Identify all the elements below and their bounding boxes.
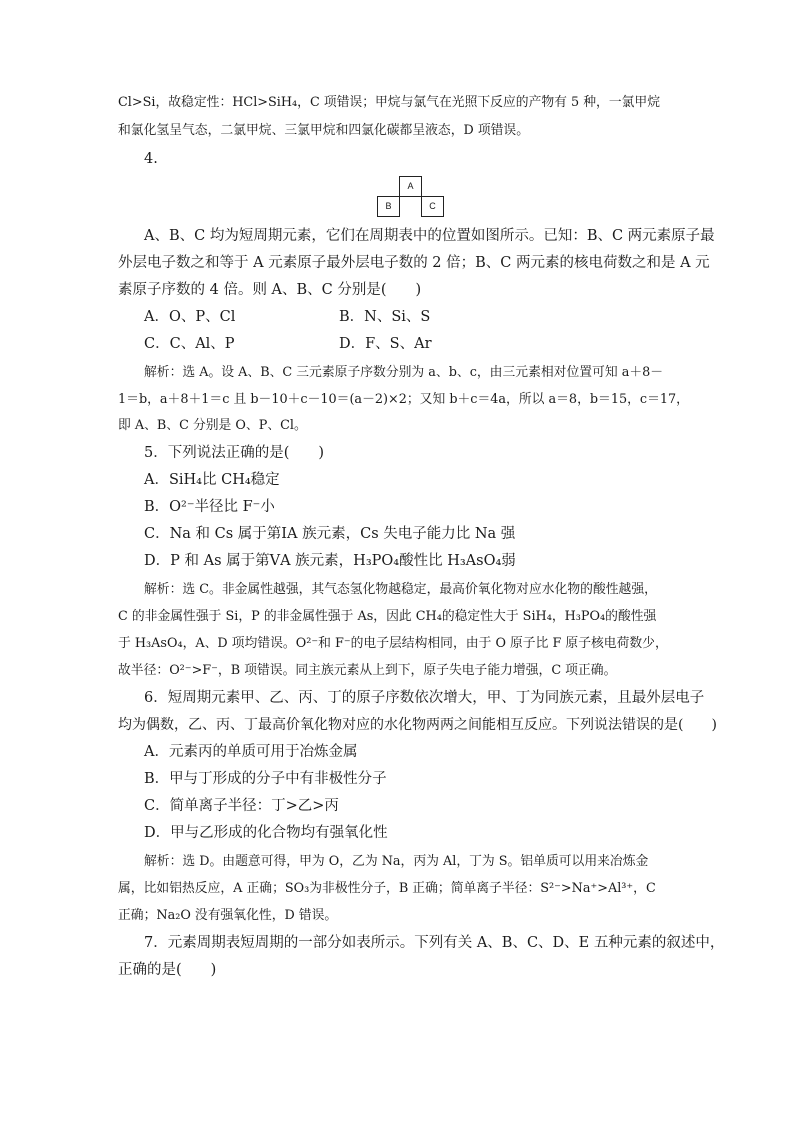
line-1: Cl>Si，故稳定性：HCl>SiH₄，C 项错误；甲烷与氯气在光照下反应的产物有 5 种，一氯甲烷 — [118, 95, 661, 110]
cell-c: C — [421, 196, 444, 217]
q4-option-a: A．O、P、Cl — [144, 309, 236, 325]
q6-analysis-3: 正确；Na₂O 没有强氧化性，D 错误。 — [118, 908, 338, 923]
q4-option-c: C．C、Al、P — [144, 336, 235, 352]
q4-analysis-1: 解析：选 A。设 A、B、C 三元素原子序数分别为 a、b、c，由三元素相对位置可知 a＋8－ — [144, 365, 664, 380]
q6-option-d: D．甲与乙形成的化合物均有强氧化性 — [144, 825, 388, 841]
q5-stem: 5．下列说法正确的是( ) — [144, 445, 325, 461]
q6-stem-2: 均为偶数，乙、丙、丁最高价氧化物对应的水化物两两之间能相互反应。下列说法错误的是( ) — [118, 717, 717, 733]
q4-analysis-3: 即 A、B、C 分别是 O、P、Cl。 — [118, 418, 307, 433]
cell-b: B — [377, 196, 400, 217]
q4-number: 4. — [144, 151, 158, 167]
periodic-position-figure — [377, 176, 443, 216]
q5-option-a: A．SiH₄比 CH₄稳定 — [144, 472, 280, 488]
q4-analysis-2: 1＝b，a＋8＋1＝c 且 b－10＋c－10＝(a－2)×2；又知 b＋c＝4a，所以 a＝8，b＝15，c＝17， — [118, 392, 689, 407]
q5-analysis-4: 故半径：O²⁻>F⁻，B 项错误。同主族元素从上到下，原子失电子能力增强，C 项正确。 — [118, 663, 617, 678]
q4-stem-2: 外层电子数之和等于 A 元素原子最外层电子数的 2 倍；B、C 两元素的核电荷数之和是 A 元 — [118, 255, 710, 271]
q4-stem-1: A、B、C 均为短周期元素，它们在周期表中的位置如图所示。已知：B、C 两元素原子最 — [144, 228, 715, 244]
q5-option-b: B．O²⁻半径比 F⁻小 — [144, 499, 275, 515]
q6-stem-1: 6．短周期元素甲、乙、丙、丁的原子序数依次增大，甲、丁为同族元素，且最外层电子 — [144, 690, 705, 706]
q5-option-c: C．Na 和 Cs 属于第ⅠA 族元素，Cs 失电子能力比 Na 强 — [144, 526, 516, 542]
q6-option-c: C．简单离子半径：丁>乙>丙 — [144, 798, 339, 814]
q6-analysis-1: 解析：选 D。由题意可得，甲为 O，乙为 Na，丙为 Al，丁为 S。铝单质可以用来冶炼金 — [144, 854, 649, 869]
q5-option-d: D．P 和 As 属于第ⅤA 族元素，H₃PO₄酸性比 H₃AsO₄弱 — [144, 553, 516, 569]
q4-option-b: B．N、Si、S — [339, 309, 431, 325]
q6-option-a: A．元素丙的单质可用于冶炼金属 — [144, 744, 358, 760]
q4-option-d: D．F、S、Ar — [339, 336, 432, 352]
line-2: 和氯化氢呈气态，二氯甲烷、三氯甲烷和四氯化碳都呈液态，D 项错误。 — [118, 123, 530, 138]
q6-option-b: B．甲与丁形成的分子中有非极性分子 — [144, 771, 387, 787]
q5-analysis-3: 于 H₃AsO₄，A、D 项均错误。O²⁻和 F⁻的电子层结构相同，由于 O 原子比 F 原子核电荷数少， — [118, 636, 668, 651]
q5-analysis-2: C 的非金属性强于 Si，P 的非金属性强于 As，因此 CH₄的稳定性大于 SiH₄，H₃PO₄的酸性强 — [118, 609, 657, 624]
q5-analysis-1: 解析：选 C。非金属性越强，其气态氢化物越稳定，最高价氧化物对应水化物的酸性越强， — [144, 582, 657, 597]
q6-analysis-2: 属，比如铝热反应，A 正确；SO₃为非极性分子，B 正确；简单离子半径：S²⁻>Na⁺>Al³⁺，C — [118, 881, 656, 896]
q7-stem-2: 正确的是( ) — [118, 962, 217, 978]
q7-stem-1: 7．元素周期表短周期的一部分如表所示。下列有关 A、B、C、D、E 五种元素的叙述中， — [144, 935, 725, 951]
cell-a: A — [399, 176, 422, 197]
q4-stem-3: 素原子序数的 4 倍。则 A、B、C 分别是( ) — [118, 282, 422, 298]
